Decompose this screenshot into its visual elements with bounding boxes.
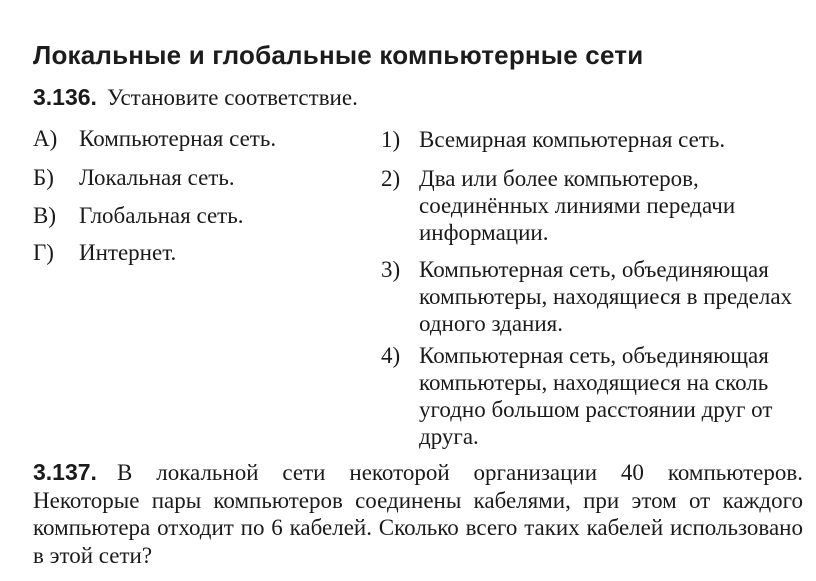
left-item-text: Локальная сеть. xyxy=(79,165,235,190)
right-item-text: Всемирная компьютерная сеть. xyxy=(419,127,726,152)
left-item-label: Г) xyxy=(33,240,54,265)
right-item-label: 3) xyxy=(381,257,401,282)
left-item-label: А) xyxy=(33,126,58,151)
left-item-g xyxy=(33,240,176,266)
left-item-text: Компьютерная сеть. xyxy=(79,126,277,151)
right-item-text: Компьютерная сеть, объединяющая компьютеры, находящиеся в пределах одного здания. xyxy=(419,257,793,336)
right-item-label: 4) xyxy=(381,343,401,368)
left-item-b xyxy=(33,165,235,191)
task-137-text: В локальной сети некоторой организации 40 компьютеров. Некоторые пары компьютеров соединены кабелями, при этом от каждого компьютера отходит по 6 кабелей. Сколько всего таких кабелей использовано в этой сети? xyxy=(33,460,803,568)
left-item-label: Б) xyxy=(33,165,54,190)
right-item-1 xyxy=(381,126,801,153)
right-item-text: Компьютерная сеть, объединяющая компьютеры, находящиеся на сколь угодно большом расстоянии друг от друга. xyxy=(419,343,773,449)
section-title: Локальные и глобальные компьютерные сети xyxy=(33,40,644,70)
right-item-text: Два или более компьютеров, соединённых линиями передачи информации. xyxy=(419,166,736,245)
left-item-v xyxy=(33,203,243,229)
task-136-number: 3.136. xyxy=(33,84,97,110)
left-item-a xyxy=(33,126,276,152)
task-136-header xyxy=(33,84,358,111)
task-137-number: 3.137. xyxy=(33,459,97,485)
right-item-label: 1) xyxy=(381,127,401,152)
right-item-2 xyxy=(381,165,801,246)
left-item-text: Глобальная сеть. xyxy=(79,203,244,228)
left-item-text: Интернет. xyxy=(79,240,177,265)
task-136-instruction: Установите соответствие. xyxy=(106,85,358,110)
task-137 xyxy=(33,459,803,569)
right-item-label: 2) xyxy=(381,166,401,191)
left-item-label: В) xyxy=(33,203,56,228)
right-item-3 xyxy=(381,256,801,337)
right-item-4 xyxy=(381,342,801,450)
